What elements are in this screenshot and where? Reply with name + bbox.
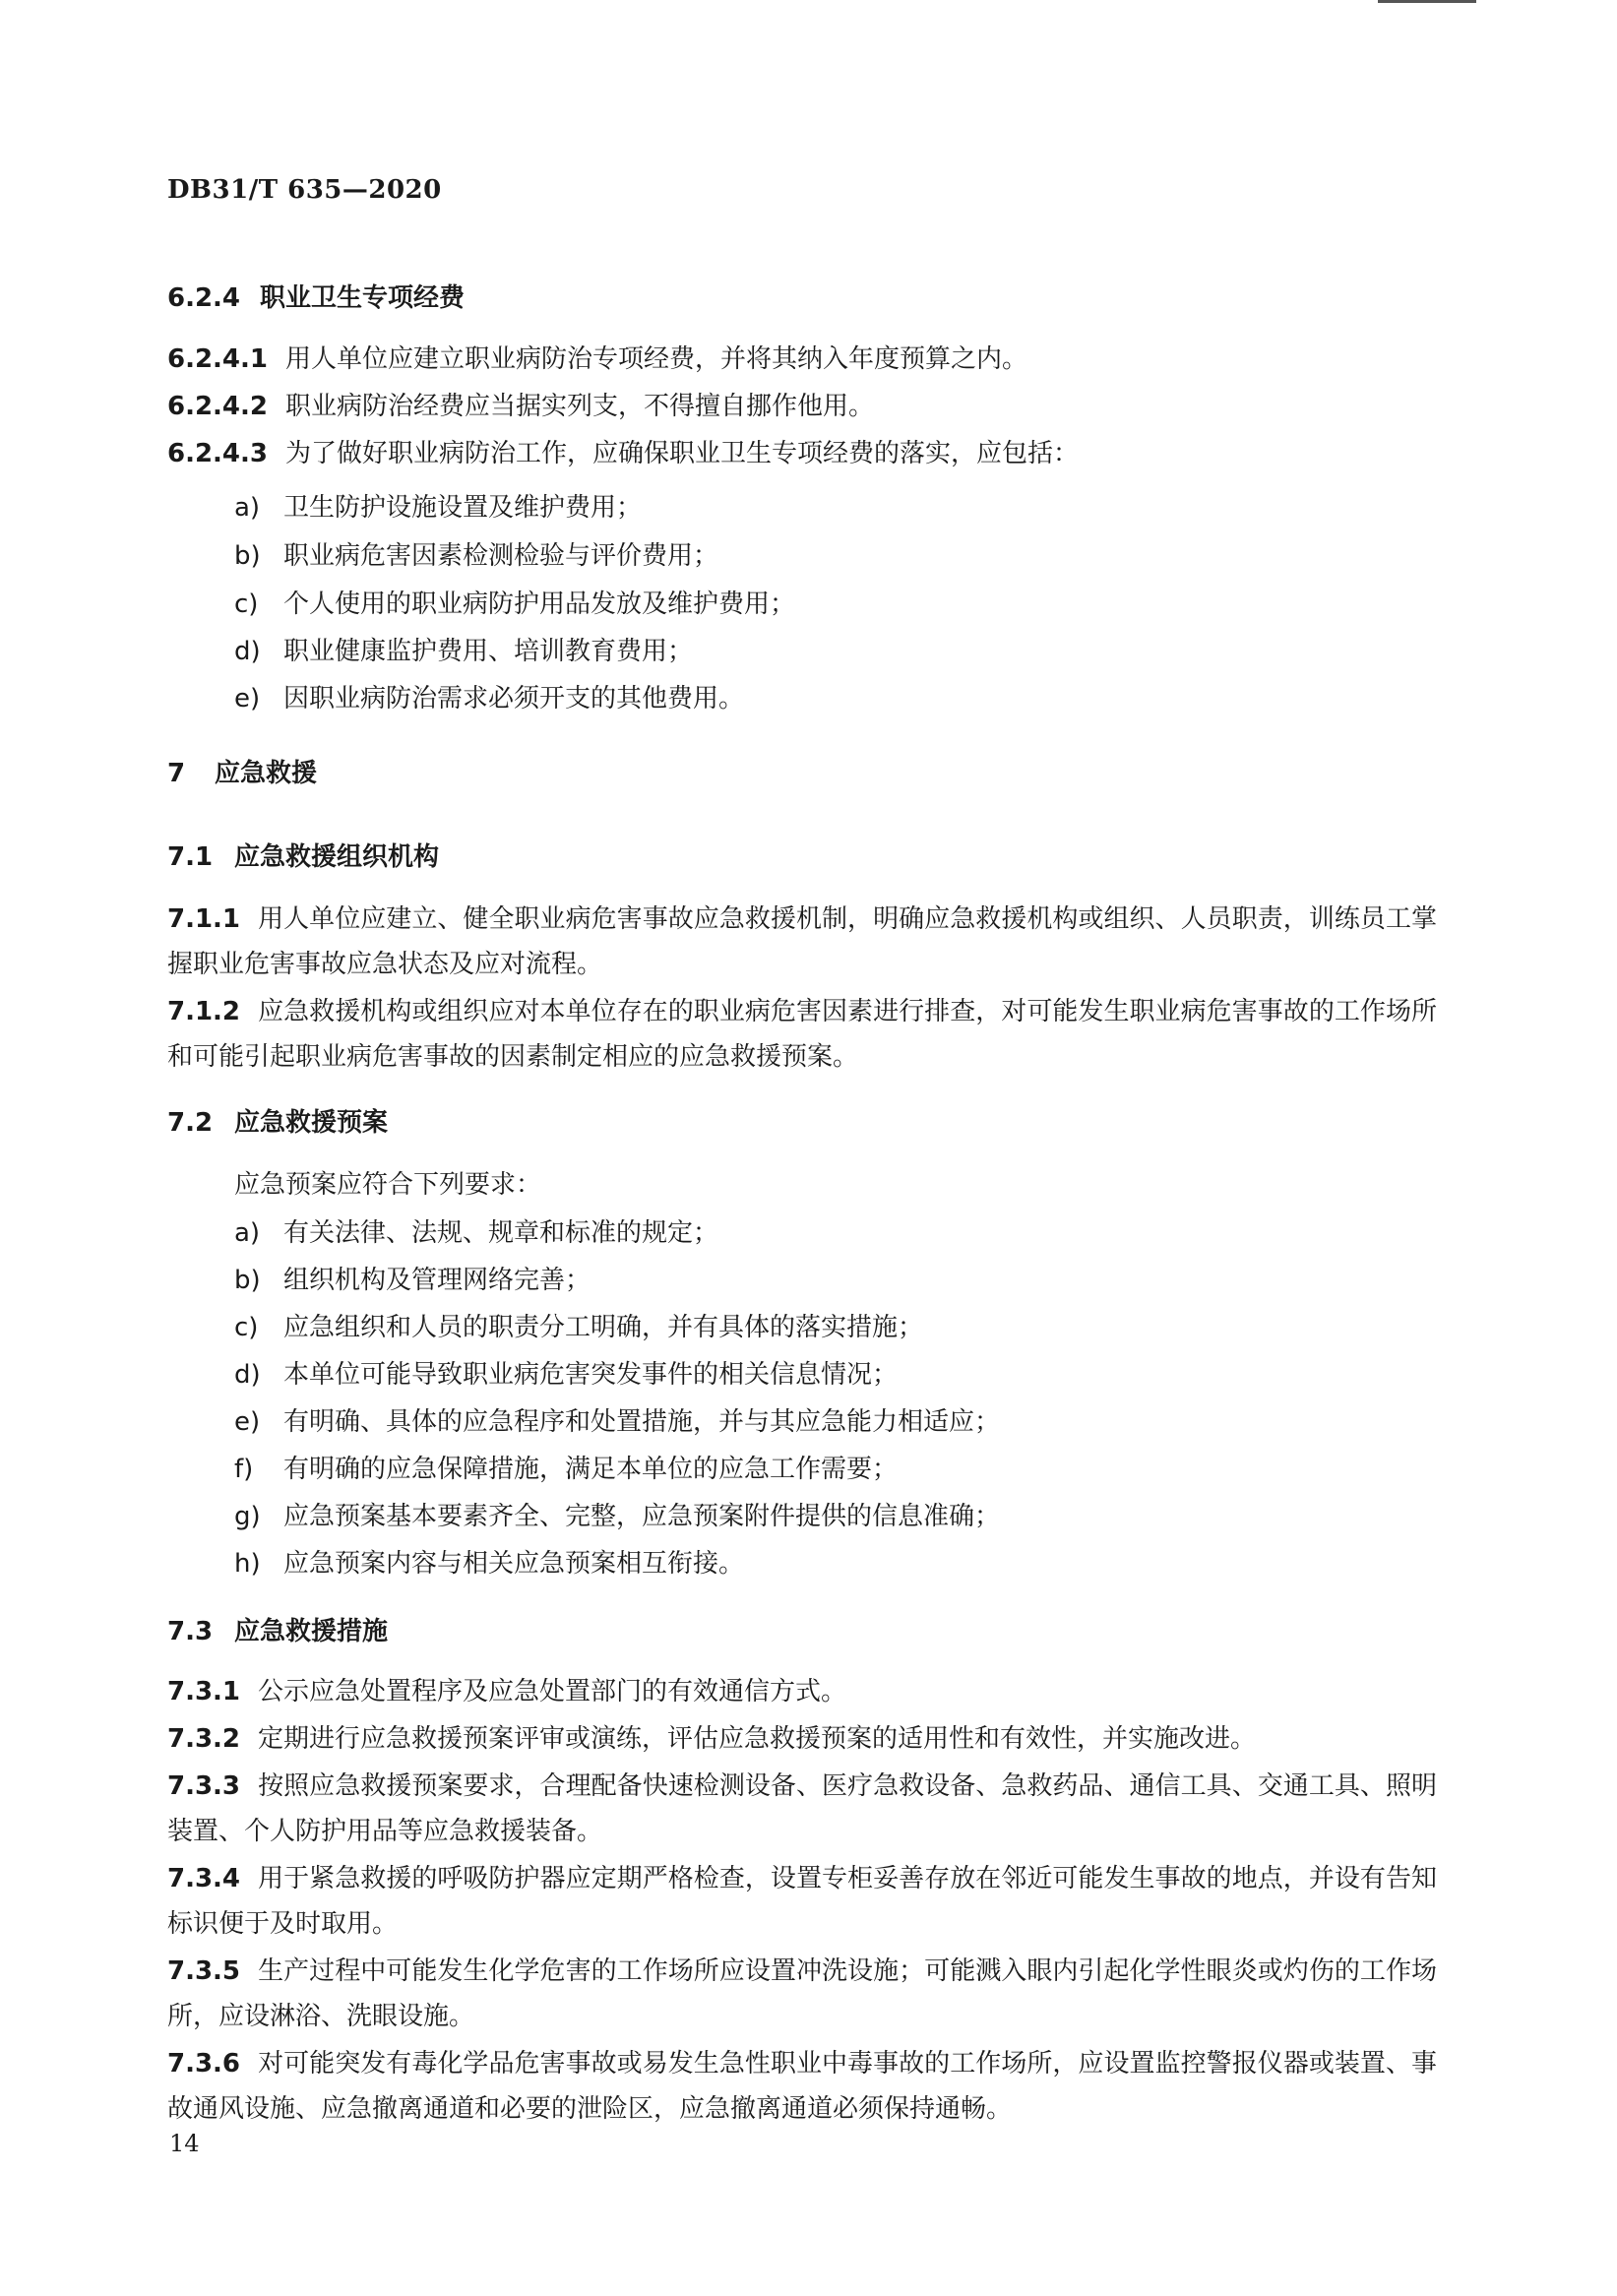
clause-7-3-2 xyxy=(167,1716,1437,1762)
clause-number: 6.2.4.3 xyxy=(167,439,268,468)
clause-number: 7.1.1 xyxy=(167,904,241,934)
list-text: 应急预案内容与相关应急预案相互衔接。 xyxy=(283,1549,745,1579)
clause-6-2-4-1 xyxy=(167,337,1437,382)
clause-number: 7.3.6 xyxy=(167,2049,241,2079)
heading-title: 职业卫生专项经费 xyxy=(260,283,466,313)
clause-text: 用于紧急救援的呼吸防护器应定期严格检查，设置专柜妥善存放在邻近可能发生事故的地点，并设有告知标识便于及时取用。 xyxy=(167,1864,1437,1939)
clause-6-2-4-2 xyxy=(167,384,1437,429)
clause-number: 6.2.4.1 xyxy=(167,344,268,374)
heading-7-1 xyxy=(167,837,439,873)
list-marker: c) xyxy=(234,590,259,619)
list-marker: d) xyxy=(234,1360,261,1390)
heading-number: 7 xyxy=(167,759,186,788)
clause-7-3-5 xyxy=(167,1949,1437,2039)
list-marker: a) xyxy=(234,1218,261,1248)
heading-7 xyxy=(167,753,317,789)
scan-edge-rule xyxy=(1378,0,1476,3)
clause-number: 7.1.2 xyxy=(167,997,241,1026)
list-item xyxy=(234,631,693,667)
list-marker: a) xyxy=(234,493,261,523)
clause-7-1-2 xyxy=(167,989,1437,1080)
list-text: 组织机构及管理网络完善； xyxy=(283,1266,591,1295)
clause-6-2-4-3 xyxy=(167,431,1437,476)
requirements-intro: 应急预案应符合下列要求： xyxy=(234,1170,542,1200)
clause-number: 7.3.5 xyxy=(167,1956,241,1986)
heading-title: 应急救援措施 xyxy=(234,1617,389,1646)
list-item xyxy=(234,1307,923,1343)
list-item xyxy=(234,487,642,524)
standard-number-header: DB31/T 635—2020 xyxy=(167,175,442,205)
list-marker: d) xyxy=(234,637,261,666)
list-item xyxy=(234,1543,744,1580)
list-text: 本单位可能导致职业病危害突发事件的相关信息情况； xyxy=(283,1360,899,1390)
heading-7-3 xyxy=(167,1611,388,1647)
clause-7-3-1 xyxy=(167,1669,1437,1714)
heading-title: 应急救援预案 xyxy=(234,1108,389,1138)
heading-number: 6.2.4 xyxy=(167,283,241,313)
list-item xyxy=(234,1260,591,1296)
list-text: 有明确的应急保障措施，满足本单位的应急工作需要； xyxy=(283,1455,899,1484)
list-marker: h) xyxy=(234,1549,261,1579)
heading-title: 应急救援组织机构 xyxy=(234,842,440,872)
clause-7-3-6 xyxy=(167,2041,1437,2132)
clause-number: 7.3.1 xyxy=(167,1677,241,1706)
list-item xyxy=(234,1449,898,1485)
list-item xyxy=(234,584,795,620)
heading-title: 应急救援 xyxy=(215,759,318,788)
clause-number: 7.3.2 xyxy=(167,1724,241,1754)
clause-text: 用人单位应建立、健全职业病危害事故应急救援机制，明确应急救援机构或组织、人员职责，训练员工掌握职业危害事故应急状态及应对流程。 xyxy=(167,904,1437,979)
clause-text: 职业病防治经费应当据实列支，不得擅自挪作他用。 xyxy=(285,392,875,421)
list-item xyxy=(234,535,718,572)
list-marker: b) xyxy=(234,1266,261,1295)
heading-number: 7.3 xyxy=(167,1617,214,1646)
clause-text: 公示应急处置程序及应急处置部门的有效通信方式。 xyxy=(258,1677,847,1706)
list-text: 因职业病防治需求必须开支的其他费用。 xyxy=(283,684,745,714)
list-item xyxy=(234,1354,898,1391)
list-item xyxy=(234,1212,718,1249)
list-item xyxy=(234,1401,1000,1438)
list-text: 有关法律、法规、规章和标准的规定； xyxy=(283,1218,719,1248)
heading-6-2-4 xyxy=(167,278,465,314)
clause-text: 用人单位应建立职业病防治专项经费，并将其纳入年度预算之内。 xyxy=(285,344,1028,374)
clause-7-3-3 xyxy=(167,1764,1437,1854)
clause-number: 7.3.4 xyxy=(167,1864,241,1893)
list-text: 有明确、具体的应急程序和处置措施，并与其应急能力相适应； xyxy=(283,1407,1001,1437)
heading-number: 7.1 xyxy=(167,842,214,872)
clause-number: 6.2.4.2 xyxy=(167,392,268,421)
list-item xyxy=(234,1496,1000,1532)
heading-number: 7.2 xyxy=(167,1108,214,1138)
clause-7-1-1 xyxy=(167,897,1437,987)
list-text: 职业健康监护费用、培训教育费用； xyxy=(283,637,694,666)
list-marker: c) xyxy=(234,1313,259,1342)
list-marker: f) xyxy=(234,1455,254,1484)
clause-text: 应急救援机构或组织应对本单位存在的职业病危害因素进行排查，对可能发生职业病危害事故的工作场所和可能引起职业病危害事故的因素制定相应的应急救援预案。 xyxy=(167,997,1437,1072)
list-text: 应急组织和人员的职责分工明确，并有具体的落实措施； xyxy=(283,1313,924,1342)
clause-number: 7.3.3 xyxy=(167,1771,241,1801)
list-text: 卫生防护设施设置及维护费用； xyxy=(283,493,643,523)
list-marker: b) xyxy=(234,541,261,571)
clause-7-3-4 xyxy=(167,1856,1437,1947)
list-text: 应急预案基本要素齐全、完整，应急预案附件提供的信息准确； xyxy=(283,1502,1001,1531)
clause-text: 按照应急救援预案要求，合理配备快速检测设备、医疗急救设备、急救药品、通信工具、交通工具、照明装置、个人防护用品等应急救援装备。 xyxy=(167,1771,1437,1846)
list-text: 个人使用的职业病防护用品发放及维护费用； xyxy=(283,590,796,619)
clause-text: 定期进行应急救援预案评审或演练，评估应急救援预案的适用性和有效性，并实施改进。 xyxy=(258,1724,1257,1754)
list-marker: e) xyxy=(234,1407,261,1437)
clause-text: 生产过程中可能发生化学危害的工作场所应设置冲洗设施；可能溅入眼内引起化学性眼炎或灼伤的工作场所，应设淋浴、洗眼设施。 xyxy=(167,1956,1437,2031)
page-number: 14 xyxy=(169,2130,200,2157)
list-marker: e) xyxy=(234,684,261,714)
list-item xyxy=(234,678,744,714)
clause-text: 对可能突发有毒化学品危害事故或易发生急性职业中毒事故的工作场所，应设置监控警报仪器或装置、事故通风设施、应急撤离通道和必要的泄险区，应急撤离通道必须保持通畅。 xyxy=(167,2049,1437,2124)
clause-text: 为了做好职业病防治工作，应确保职业卫生专项经费的落实，应包括： xyxy=(285,439,1080,468)
heading-7-2 xyxy=(167,1102,388,1139)
list-text: 职业病危害因素检测检验与评价费用； xyxy=(283,541,719,571)
list-marker: g) xyxy=(234,1502,261,1531)
